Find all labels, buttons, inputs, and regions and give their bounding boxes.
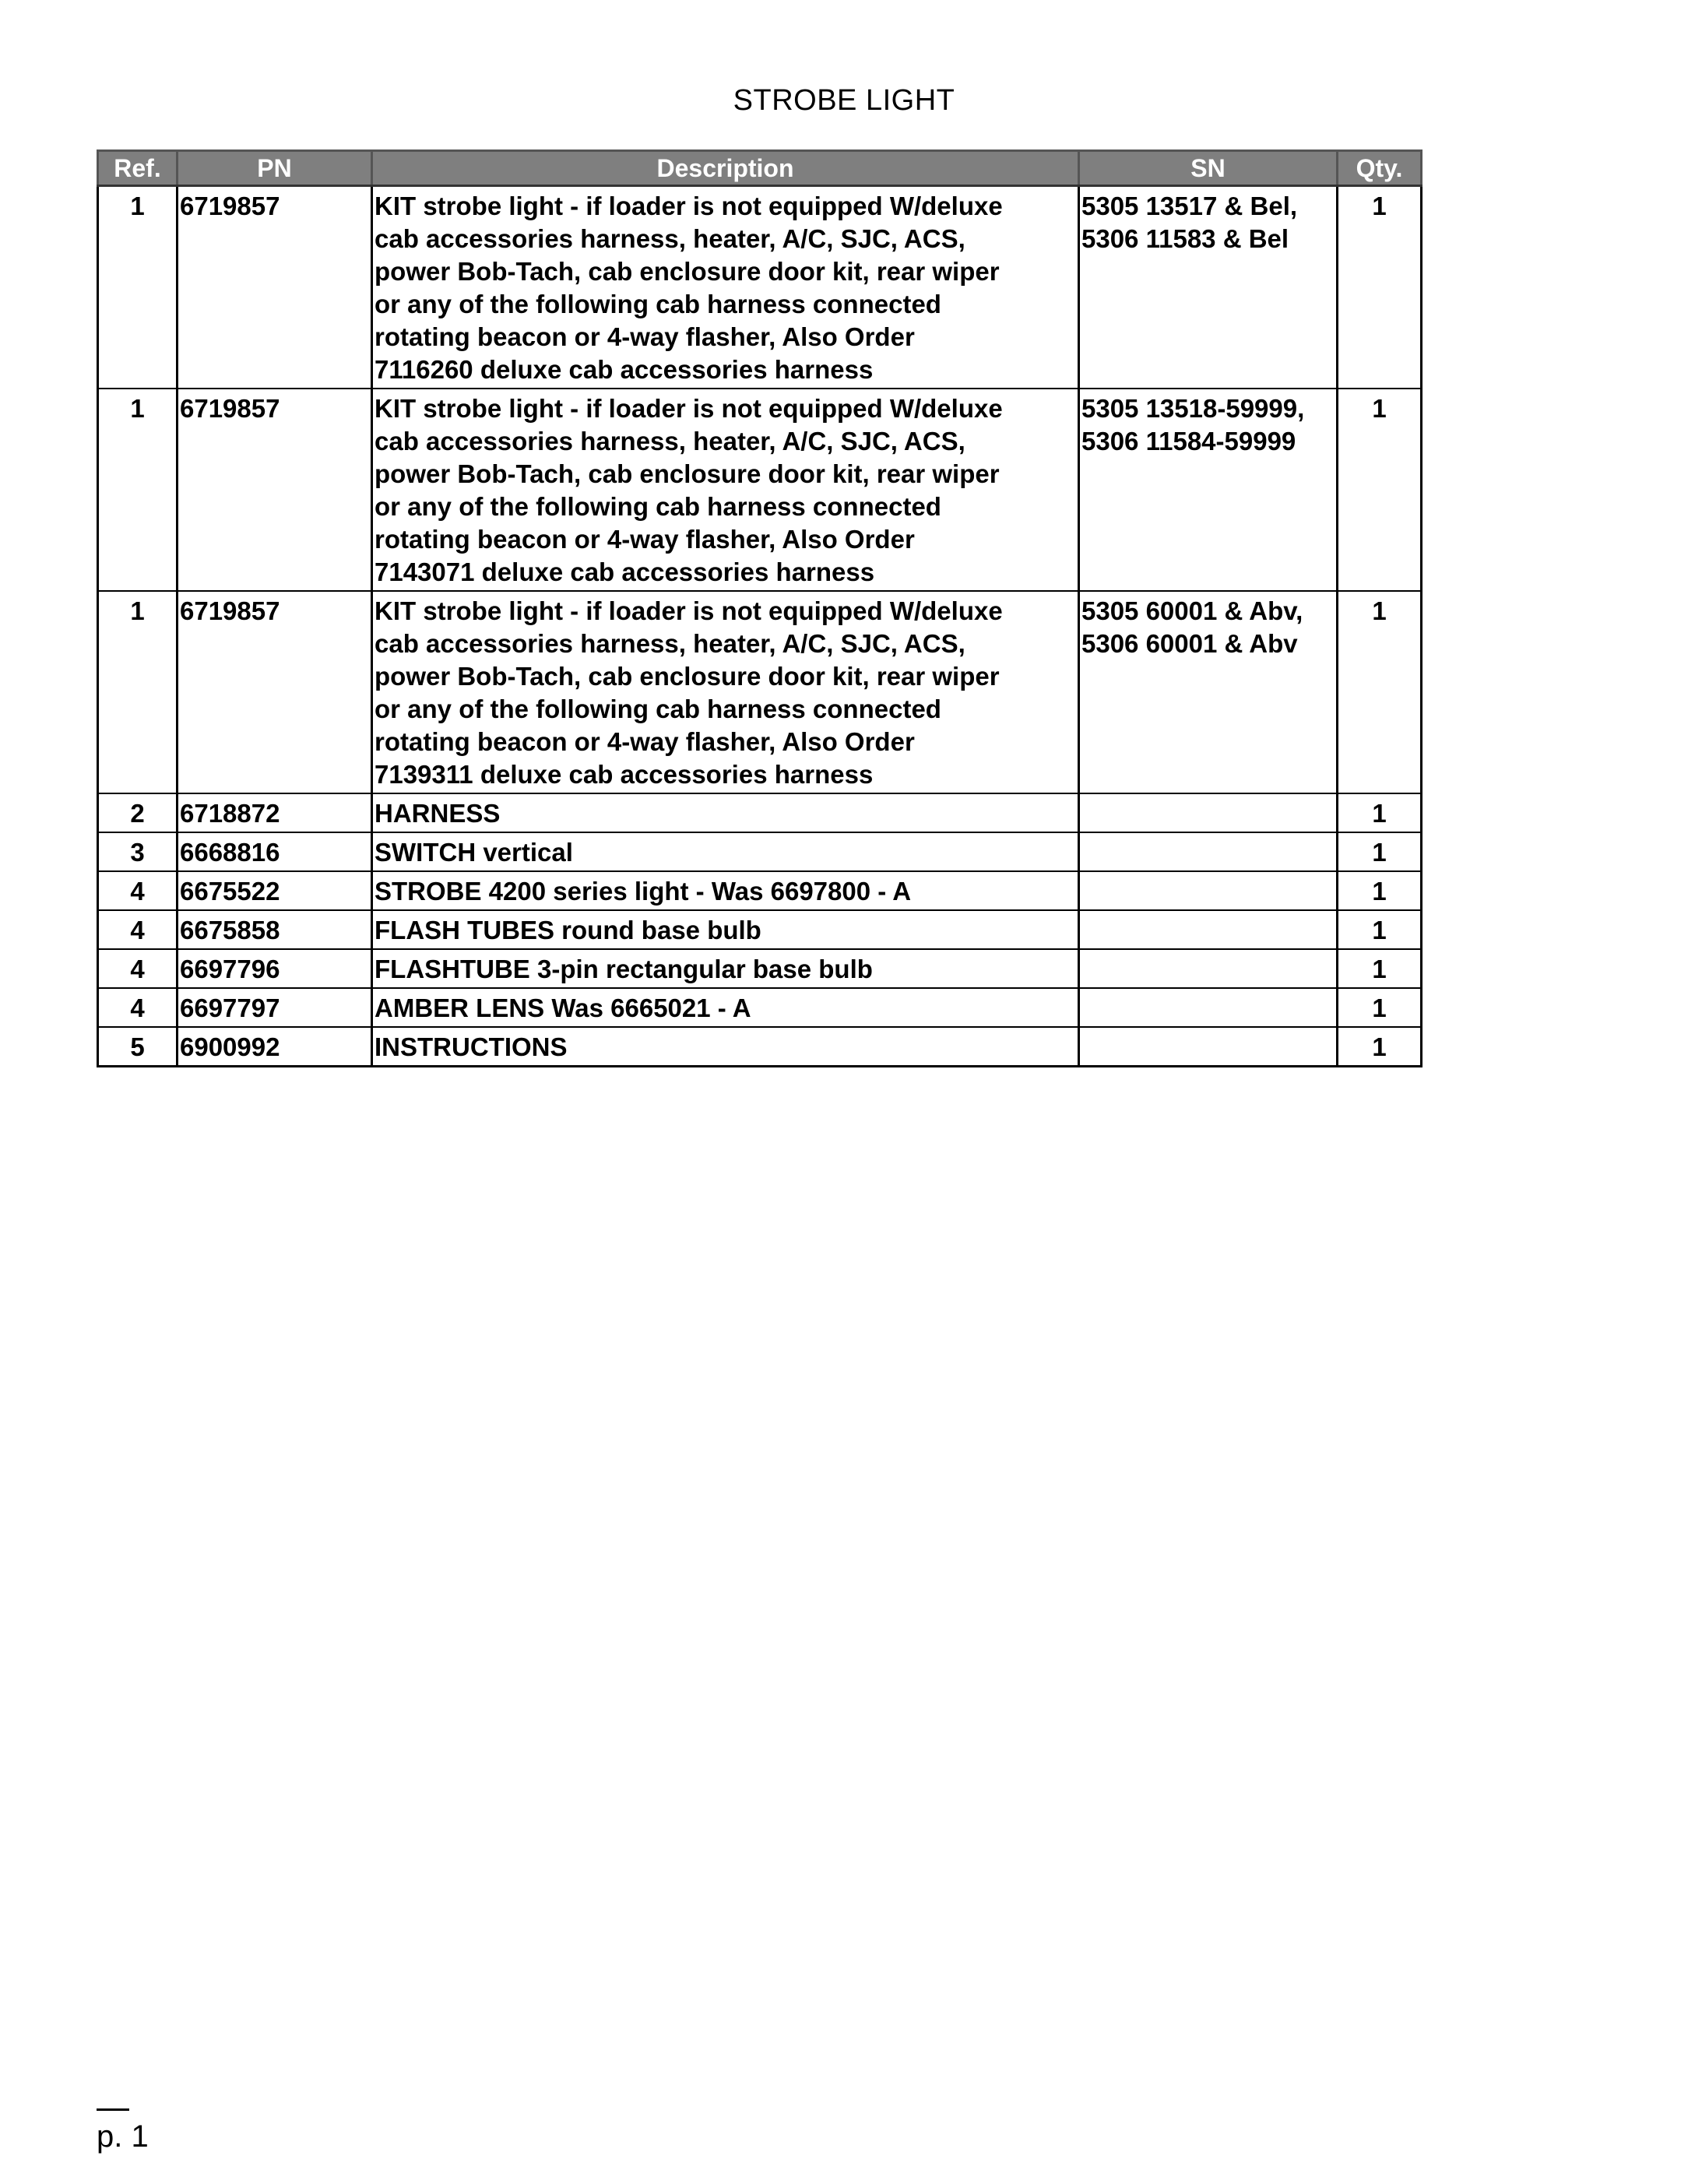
cell-ref: 1: [98, 389, 178, 591]
cell-description: FLASHTUBE 3-pin rectangular base bulb: [372, 949, 1079, 988]
cell-sn: [1079, 793, 1338, 832]
cell-qty: 1: [1338, 389, 1422, 591]
cell-pn: 6718872: [178, 793, 372, 832]
cell-pn: 6675858: [178, 910, 372, 949]
cell-sn: [1079, 910, 1338, 949]
cell-ref: 1: [98, 591, 178, 793]
cell-ref: 3: [98, 832, 178, 871]
cell-sn: [1079, 832, 1338, 871]
table-row: [98, 1027, 1422, 1067]
cell-description: AMBER LENS Was 6665021 - A: [372, 988, 1079, 1027]
parts-table: [97, 149, 1422, 1067]
table-row: [98, 591, 1422, 793]
header-pn: PN: [178, 151, 372, 186]
cell-pn: 6697796: [178, 949, 372, 988]
cell-ref: 4: [98, 949, 178, 988]
table-row: [98, 949, 1422, 988]
cell-ref: 4: [98, 910, 178, 949]
cell-sn: [1079, 1027, 1338, 1067]
page-title: STROBE LIGHT: [733, 84, 955, 117]
cell-sn: [1079, 949, 1338, 988]
cell-description: FLASH TUBES round base bulb: [372, 910, 1079, 949]
table-row: [98, 871, 1422, 910]
cell-pn: 6719857: [178, 186, 372, 389]
table-row: [98, 186, 1422, 389]
cell-description: KIT strobe light - if loader is not equipped W/deluxe cab accessories harness, heater, A/C, SJC, ACS, power Bob-Tach, cab enclosure door kit, rear wiper or any of the following cab harness connected rotating beacon or 4-way flasher, Also Order 7116260 deluxe cab accessories harness: [372, 186, 1079, 389]
page-number: p. 1: [97, 2119, 149, 2154]
cell-qty: 1: [1338, 832, 1422, 871]
cell-description: HARNESS: [372, 793, 1079, 832]
cell-ref: 2: [98, 793, 178, 832]
cell-qty: 1: [1338, 988, 1422, 1027]
cell-description: STROBE 4200 series light - Was 6697800 - A: [372, 871, 1079, 910]
header-ref: Ref.: [98, 151, 178, 186]
cell-sn: 5305 13518-59999, 5306 11584-59999: [1079, 389, 1338, 591]
cell-pn: 6719857: [178, 591, 372, 793]
cell-qty: 1: [1338, 910, 1422, 949]
cell-description: KIT strobe light - if loader is not equipped W/deluxe cab accessories harness, heater, A/C, SJC, ACS, power Bob-Tach, cab enclosure door kit, rear wiper or any of the following cab harness connected rotating beacon or 4-way flasher, Also Order 7143071 deluxe cab accessories harness: [372, 389, 1079, 591]
cell-ref: 5: [98, 1027, 178, 1067]
table-row: [98, 832, 1422, 871]
table-row: [98, 793, 1422, 832]
cell-sn: 5305 60001 & Abv, 5306 60001 & Abv: [1079, 591, 1338, 793]
cell-description: INSTRUCTIONS: [372, 1027, 1079, 1067]
cell-pn: 6719857: [178, 389, 372, 591]
cell-sn: [1079, 988, 1338, 1027]
table-row: [98, 910, 1422, 949]
table-row: [98, 389, 1422, 591]
cell-qty: 1: [1338, 871, 1422, 910]
cell-sn: 5305 13517 & Bel, 5306 11583 & Bel: [1079, 186, 1338, 389]
header-sn: SN: [1079, 151, 1338, 186]
cell-qty: 1: [1338, 186, 1422, 389]
cell-pn: 6900992: [178, 1027, 372, 1067]
cell-qty: 1: [1338, 591, 1422, 793]
table-header-row: [98, 151, 1422, 186]
cell-ref: 4: [98, 871, 178, 910]
header-description: Description: [372, 151, 1079, 186]
cell-description: SWITCH vertical: [372, 832, 1079, 871]
footer-rule: [97, 2108, 129, 2111]
header-qty: Qty.: [1338, 151, 1422, 186]
table-row: [98, 988, 1422, 1027]
cell-qty: 1: [1338, 949, 1422, 988]
cell-pn: 6675522: [178, 871, 372, 910]
cell-qty: 1: [1338, 793, 1422, 832]
cell-qty: 1: [1338, 1027, 1422, 1067]
cell-description: KIT strobe light - if loader is not equipped W/deluxe cab accessories harness, heater, A/C, SJC, ACS, power Bob-Tach, cab enclosure door kit, rear wiper or any of the following cab harness connected rotating beacon or 4-way flasher, Also Order 7139311 deluxe cab accessories harness: [372, 591, 1079, 793]
cell-ref: 4: [98, 988, 178, 1027]
cell-ref: 1: [98, 186, 178, 389]
cell-pn: 6668816: [178, 832, 372, 871]
cell-pn: 6697797: [178, 988, 372, 1027]
cell-sn: [1079, 871, 1338, 910]
